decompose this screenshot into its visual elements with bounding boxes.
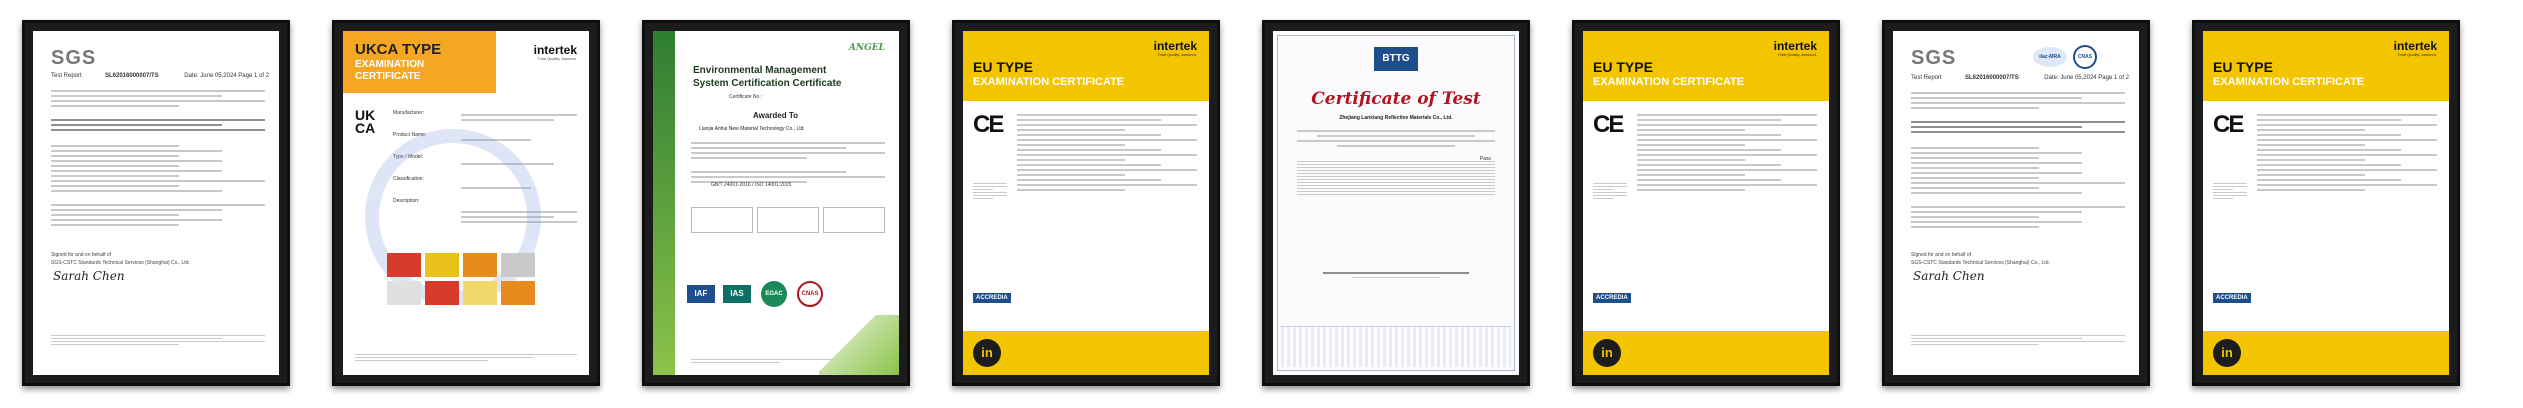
certificate-subtitle-1: EXAMINATION (355, 59, 425, 70)
certificate-subtitle: EXAMINATION CERTIFICATE (2213, 76, 2365, 88)
intertek-tagline: Total Quality. Assured. (537, 56, 577, 61)
intertek-in-logo: in (1593, 339, 1621, 367)
iaf-badge: IAF (687, 285, 715, 303)
label-manufacturer: Manufacturer: (393, 110, 424, 116)
signature: Sarah Chen (53, 269, 125, 283)
accredia-logo: ACCREDIA (1593, 293, 1631, 303)
certificate-frame-eu-type-1[interactable] (952, 20, 1220, 386)
test-report-label: Test Report (1911, 75, 1942, 81)
label-classification: Classification: (393, 176, 424, 182)
report-footer (51, 333, 265, 347)
certificate-page (343, 31, 589, 375)
ems-body-text (691, 139, 885, 186)
ce-mark: CE (973, 111, 1003, 138)
intertek-tagline: Total Quality. Assured. (2397, 52, 2437, 57)
label-type-model: Type / Model: (393, 154, 424, 160)
certificate-page (653, 31, 899, 375)
certificate-frame-eu-type-3[interactable] (2192, 20, 2460, 386)
ukca-footer (355, 352, 577, 363)
certificate-title: Certificate of Test (1311, 89, 1481, 109)
eu-body-text (2257, 111, 2437, 194)
ilac-badge: ilac-MRA (2033, 47, 2067, 67)
certificate-title: EU TYPE (1593, 59, 1653, 75)
certificate-title-1: Environmental Management (693, 65, 827, 76)
certificate-frame-ukca[interactable] (332, 20, 600, 386)
test-report-label: Test Report (51, 73, 82, 79)
certificate-page (33, 31, 279, 375)
report-date: Date: June 05,2024 Page 1 of 2 (2044, 75, 2129, 81)
ce-mark: CE (1593, 111, 1623, 138)
ukca-mark: UK CA (355, 107, 376, 136)
report-body-text (1911, 89, 2125, 231)
certificate-number-label: Certificate No.: (729, 94, 763, 100)
certificate-page (2203, 31, 2449, 375)
report-number: SL62016000007/TS (1965, 75, 2019, 81)
intertek-in-logo: in (973, 339, 1001, 367)
signed-for-label: Signed for and on behalf of (51, 252, 112, 258)
certificate-title: UKCA TYPE (355, 41, 442, 58)
lab-name: SGS-CSTC Standards Technical Services (Shanghai) Co., Ltd. (1911, 260, 2050, 266)
certificate-subtitle-2: CERTIFICATE (355, 71, 421, 82)
cnas-badge: CNAS (797, 281, 823, 307)
awarded-to-label: Awarded To (753, 111, 799, 120)
report-body-text (51, 87, 265, 229)
eu-body-text (1637, 111, 1817, 194)
signature: Sarah Chen (1913, 269, 1985, 283)
certificate-frame-sgs-report-1[interactable] (22, 20, 290, 386)
accredia-logo: ACCREDIA (973, 293, 1011, 303)
certificate-page (1273, 31, 1519, 375)
label-description: Description: (393, 198, 420, 204)
intertek-logo: intertek (2393, 39, 2437, 53)
intertek-tagline: Total Quality. Assured. (1157, 52, 1197, 57)
certificate-frame-sgs-report-2[interactable] (1882, 20, 2150, 386)
eu-side-text (973, 181, 1007, 201)
ems-footer (691, 357, 839, 365)
intertek-tagline: Total Quality. Assured. (1777, 52, 1817, 57)
result-pass: Pass (1479, 156, 1491, 162)
test-results-table (1297, 156, 1495, 229)
sgs-logo: SGS (1911, 47, 1957, 69)
guilloche-footer (1281, 326, 1511, 367)
report-date: Date: June 05,2024 Page 1 of 2 (184, 73, 269, 79)
bttg-intro-text (1297, 127, 1495, 150)
certificate-page (1583, 31, 1829, 375)
accreditation-badges (687, 281, 885, 311)
certificate-page (963, 31, 1209, 375)
certificate-frame-eu-type-2[interactable] (1572, 20, 1840, 386)
cnas-badge: CNAS (2073, 45, 2097, 69)
product-swatches (387, 253, 537, 307)
certificate-title-2: System Certification Certificate (693, 78, 842, 89)
bttg-logo: BTTG (1374, 47, 1418, 71)
certificate-subtitle: EXAMINATION CERTIFICATE (1593, 76, 1745, 88)
certificate-frame-ems[interactable] (642, 20, 910, 386)
certificate-page (1893, 31, 2139, 375)
company-name: Lianjia Anhui New Material Technology Co., Ltd. (699, 126, 805, 132)
certificate-subtitle: EXAMINATION CERTIFICATE (973, 76, 1125, 88)
green-corner-wave (819, 315, 899, 375)
sgs-logo: SGS (51, 47, 97, 69)
certificate-title: EU TYPE (2213, 59, 2273, 75)
company-name: Zhejiang Lanxiang Reflective Materials Co., Ltd. (1339, 115, 1453, 121)
accredia-logo: ACCREDIA (2213, 293, 2251, 303)
eu-body-text (1017, 111, 1197, 194)
eu-side-text (1593, 181, 1627, 201)
report-footer (1911, 333, 2125, 347)
eu-side-text (2213, 181, 2247, 201)
signed-for-label: Signed for and on behalf of (1911, 252, 1972, 258)
egac-badge: EGAC (761, 281, 787, 307)
ce-mark: CE (2213, 111, 2243, 138)
certificate-frame-bttg[interactable] (1262, 20, 1530, 386)
label-product-name: Product Name: (393, 132, 427, 138)
intertek-in-logo: in (2213, 339, 2241, 367)
signature-boxes (691, 207, 885, 235)
intertek-logo: intertek (533, 43, 577, 57)
certificate-title: EU TYPE (973, 59, 1033, 75)
intertek-logo: intertek (1153, 39, 1197, 53)
angel-logo: ANGEL (848, 43, 885, 53)
green-side-band (653, 31, 675, 375)
standard-reference: GB/T 24001-2016 / ISO 14001:2015 (711, 182, 792, 188)
ias-badge: IAS (723, 285, 751, 303)
intertek-logo: intertek (1773, 39, 1817, 53)
bttg-signature-area (1323, 269, 1469, 280)
lab-name: SGS-CSTC Standards Technical Services (Shanghai) Co., Ltd. (51, 260, 190, 266)
report-number: SL62016000007/TS (105, 73, 159, 79)
